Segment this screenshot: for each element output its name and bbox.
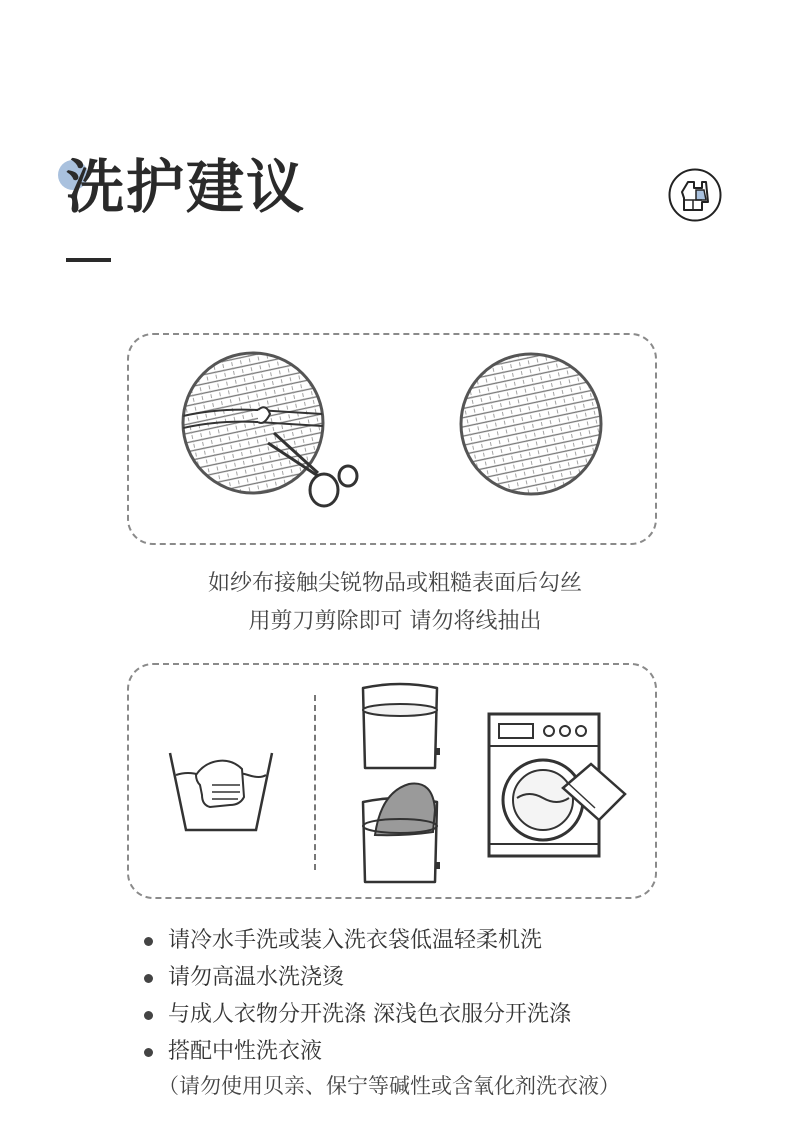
washing-machine-icon: [487, 712, 632, 860]
title-underline: [66, 258, 111, 262]
laundry-bag-with-garment-icon: [355, 780, 445, 888]
snagged-fabric-with-scissors-icon: [178, 348, 368, 518]
laundry-bag-empty-icon: [355, 680, 445, 775]
wash-tip-item: 请勿高温水洗浇烫: [140, 959, 780, 996]
snag-tip-line2: 用剪刀剪除即可 请勿将线抽出: [248, 609, 542, 634]
intact-fabric-weave-icon: [457, 350, 605, 498]
wash-tip-item: 与成人衣物分开洗涤 深浅色衣服分开洗涤: [140, 996, 780, 1033]
wash-tip-item: 搭配中性洗衣液: [140, 1033, 780, 1070]
wash-tips-list: [140, 922, 780, 1070]
hand-wash-basin-icon: [166, 745, 276, 835]
snag-tip-line1: 如纱布接触尖锐物品或粗糙表面后勾丝: [207, 571, 582, 596]
detergent-warning-note: （请勿使用贝亲、保宁等碱性或含氧化剂洗衣液）: [158, 1074, 620, 1098]
page-title: 洗护建议: [66, 153, 307, 221]
panel-divider: [314, 695, 316, 870]
garment-care-icon: [668, 168, 722, 222]
wash-tip-item: 请冷水手洗或装入洗衣袋低温轻柔机洗: [140, 922, 780, 959]
